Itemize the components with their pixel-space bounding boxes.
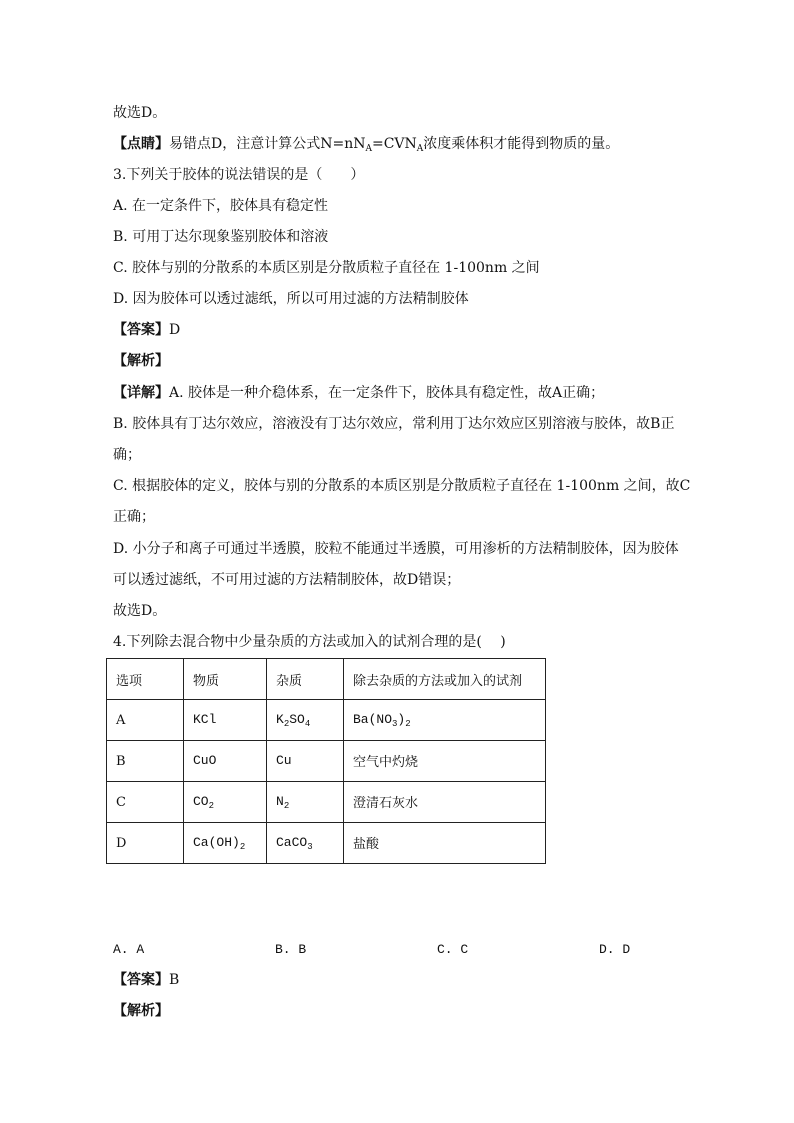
question-3-answer: [113, 320, 180, 340]
row-option: C: [107, 782, 184, 823]
row-impurity: $K_2SO_4$: [267, 700, 344, 741]
header-impurity: 杂质: [267, 659, 344, 700]
note-text-post: 浓度乘体积才能得到物质的量。: [423, 136, 620, 152]
row-substance: CuO: [184, 741, 267, 782]
question-3-detail-4b: 可以透过滤纸，不可用过滤的方法精制胶体，故D错误；: [113, 572, 461, 588]
row-substance: KCl: [184, 700, 267, 741]
answer-label: 【答案】: [113, 322, 169, 338]
answer-value: B: [169, 972, 180, 988]
row-impurity: CaCO$_3$: [267, 823, 344, 864]
detail-label: 【详解】: [113, 385, 169, 401]
impurity-table: [106, 658, 546, 864]
answer-value: D: [169, 322, 181, 338]
table-row: [107, 741, 546, 782]
row-substance: $CO_2$: [184, 782, 267, 823]
question-3-option-b: B. 可用丁达尔现象鉴别胶体和溶液: [113, 229, 329, 245]
row-option: A: [107, 700, 184, 741]
row-substance: $Ca(OH)_2$: [184, 823, 267, 864]
note-text-mid: =CVN: [371, 136, 417, 152]
table-row: [107, 782, 546, 823]
note-line: [113, 134, 619, 159]
question-4-option-b: B. B: [275, 942, 307, 957]
question-4-option-d: D. D: [599, 942, 631, 957]
row-method: 空气中灼烧: [344, 741, 546, 782]
table-row: [107, 823, 546, 864]
question-3-detail-2a: B. 胶体具有丁达尔效应，溶液没有丁达尔效应，常利用丁达尔效应区别溶液与胶体，故B正: [113, 416, 675, 432]
question-4-answer: [113, 970, 179, 990]
question-4-analysis-label: 【解析】: [113, 1003, 169, 1019]
row-method: $Ba(NO_3)_2$: [344, 700, 546, 741]
row-method: 澄清石灰水: [344, 782, 546, 823]
question-3-detail-3b: 正确；: [113, 509, 155, 525]
question-3-option-c: C. 胶体与别的分散系的本质区别是分散质粒子直径在 1-100nm 之间: [113, 260, 540, 276]
header-method: 除去杂质的方法或加入的试剂: [344, 659, 546, 700]
note-subscript-2: A: [416, 144, 424, 154]
header-substance: 物质: [184, 659, 267, 700]
question-4-stem: 4.下列除去混合物中少量杂质的方法或加入的试剂合理的是( ): [113, 634, 506, 650]
conclusion-line: 故选D。: [113, 105, 167, 121]
note-text-pre: 易错点D，注意计算公式N=nN: [169, 136, 366, 152]
table-row: [107, 700, 546, 741]
row-method: 盐酸: [344, 823, 546, 864]
question-3-detail-1: [113, 383, 604, 403]
note-label: 【点睛】: [113, 136, 169, 152]
question-3-option-d: D. 因为胶体可以透过滤纸，所以可用过滤的方法精制胶体: [113, 291, 469, 307]
row-impurity: Cu: [267, 741, 344, 782]
question-3-choice: 故选D。: [113, 603, 167, 619]
answer-label: 【答案】: [113, 972, 169, 988]
header-option: 选项: [107, 659, 184, 700]
row-option: B: [107, 741, 184, 782]
question-3-detail-4a: D. 小分子和离子可通过半透膜，胶粒不能通过半透膜，可用渗析的方法精制胶体，因为胶体: [113, 541, 679, 557]
question-3-stem: 3.下列关于胶体的说法错误的是（ ）: [113, 167, 365, 183]
note-subscript-1: A: [365, 144, 372, 154]
row-impurity: $N_2$: [267, 782, 344, 823]
question-4-option-c: C. C: [437, 942, 469, 957]
question-4-option-a: A. A: [113, 942, 145, 957]
table-header-row: [107, 659, 546, 700]
question-3-detail-2b: 确；: [113, 447, 141, 463]
question-3-detail-3a: C. 根据胶体的定义，胶体与别的分散系的本质区别是分散质粒子直径在 1-100nm 之间，故C: [113, 478, 691, 494]
row-option: D: [107, 823, 184, 864]
detail-text-1: A. 胶体是一种介稳体系，在一定条件下，胶体具有稳定性，故A正确；: [169, 385, 605, 401]
question-3-option-a: A. 在一定条件下，胶体具有稳定性: [113, 198, 329, 214]
question-3-analysis-label: 【解析】: [113, 353, 169, 369]
